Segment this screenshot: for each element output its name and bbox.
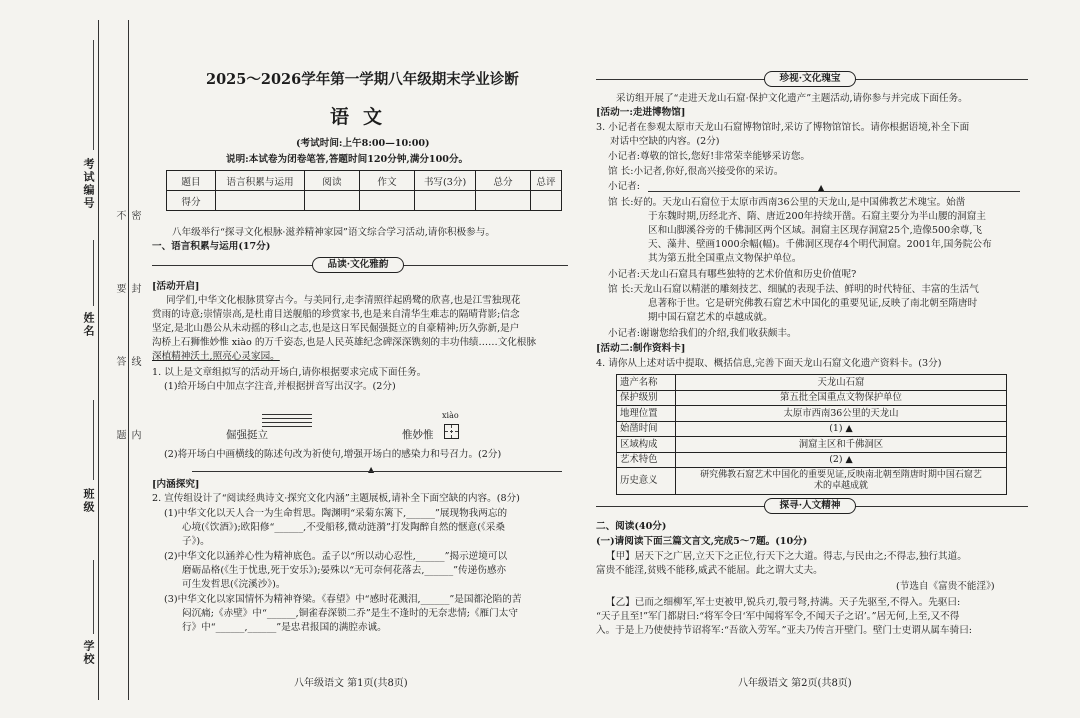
question-1-2: (2)将开场白中画横线的陈述句改为祈使句,增强开场白的感染力和号召力。(2分) — [164, 449, 502, 460]
intro-text-2: 采访组开展了“走进天龙山石窟·保护文化遗产”主题活动,请你参与并完成下面任务。 — [616, 93, 968, 104]
inner-explore-label: [内涵探究] — [152, 479, 200, 490]
card-key: 艺术特色 — [617, 452, 676, 468]
passage-jia-line: 【甲】居天下之广居,立天下之正位,行天下之大道。得志,与民由之;不得志,独行其道。 — [606, 551, 967, 562]
question-2-1a: (1)中华文化以天人合一为生命哲思。陶渊明“采菊东篱下,______”展现物我两忘的 — [164, 508, 508, 519]
school-label: 学校 — [82, 640, 95, 666]
question-2-1c: 子》)。 — [182, 536, 210, 547]
exam-note: 说明:本试卷为闭卷笔答,答题时间120分钟,满分100分。 — [226, 154, 469, 165]
card-key: 区域构成 — [617, 437, 676, 453]
intro-text: 八年级举行“探寻文化根脉·滋养精神家园”语文综合学习活动,请你积极参与。 — [172, 227, 495, 238]
question-3-cont: 对话中空缺的内容。(2分) — [610, 136, 720, 147]
question-2-3b: 闷沉痛;《赤壁》中“______,铜雀春深锁二乔”是生不逢时的无奈悲情;《雁门太守 — [182, 608, 518, 619]
card-value: 天龙山石窟 — [676, 375, 1007, 391]
reading-1-heading: (一)请阅读下面三篇文言文,完成5～7题。(10分) — [596, 536, 808, 547]
card-value: 太原市西南36公里的天龙山 — [676, 406, 1007, 422]
page-1-footer: 八年级语文 第1页(共8页) — [294, 678, 408, 689]
card-value: 洞窟主区和千佛洞区 — [676, 437, 1007, 453]
passage-yi-line: 入。于是上乃使使持节诏将军:“吾欲入劳军。”亚夫乃传言开壁门。壁门士吏谓从属车骑曰: — [596, 625, 973, 636]
dialogue-line: 小记者:天龙山石窟具有哪些独特的艺术价值和历史价值呢? — [608, 269, 857, 280]
score-cell: 阅读 — [305, 171, 360, 191]
dialogue-line: 馆 长:天龙山石窟以精湛的雕刻技艺、细腻的表现手法、鲜明的时代特征、丰富的生活气 — [608, 284, 979, 295]
score-input-cell[interactable] — [415, 191, 476, 211]
dialogue-line: 小记者: — [608, 181, 641, 192]
question-1: 1. 以上是文章组拟写的活动开场白,请你根据要求完成下面任务。 — [152, 367, 427, 378]
question-2-3c: 行》中“______,______”是忠君报国的满腔赤诚。 — [182, 622, 387, 633]
question-1-1: (1)给开场白中加点字注音,并根据拼音写出汉字。(2分) — [164, 381, 396, 392]
heritage-card-table — [616, 374, 1007, 495]
paragraph-line: 赏雨的诗意;崇情崇高,是杜甫目送舰船的珍赏家书,也是来自清华生难志的隔晴背影;信念 — [152, 309, 520, 320]
exam-title: 2025～2026学年第一学期八年级期末学业诊断 — [206, 71, 519, 88]
question-2-3a: (3)中华文化以家国情怀为精神脊梁。《春望》中“感时花溅泪,______”是国都沦陷的苦 — [164, 594, 522, 605]
dialogue-line: 息著称于世。它是研究佛教石窟艺术中国化的重要见证,反映了南北朝至隋唐时 — [648, 298, 978, 309]
activity-open-label: [活动开启] — [152, 281, 200, 292]
card-row — [617, 406, 1007, 422]
dialogue-line: 天、藻井、壁画1000余幅(幅)。千佛洞区现存4个明代洞窟。2001年,国务院公布 — [648, 239, 992, 250]
score-cell: 题目 — [167, 171, 216, 191]
dialogue-line: 期中国石窟艺术的卓越成就。 — [648, 312, 773, 323]
question-2: 2. 宣传组设计了“阅读经典诗文·探究文化内涵”主题展板,请补全下面空缺的内容。(8分) — [152, 493, 520, 504]
dialogue-line: 小记者:尊敬的馆长,您好!非常荣幸能够采访您。 — [608, 151, 811, 162]
word-wei-miao: 惟妙惟 — [402, 429, 434, 441]
question-3: 3. 小记者在参观太原市天龙山石窟博物馆时,采访了博物馆馆长。请你根据语境,补全下面 — [596, 122, 970, 133]
card-value: 研究佛教石窟艺术中国化的重要见证,反映南北朝至隋唐时期中国石窟艺术的卓越成就 — [676, 468, 1007, 495]
card-value: 第五批全国重点文物保护单位 — [676, 390, 1007, 406]
paragraph-line: 沟桥上石狮惟妙惟 xiào 的万千姿态,也是人民英雄纪念碑深深镌刻的丰功伟绩……文化根脉 — [152, 337, 537, 348]
passage-jia-source: (节选自《富贵不能淫》) — [896, 581, 995, 592]
exam-no-blank — [93, 40, 94, 150]
paragraph-line: 深植精神沃土,照亮心灵家园。 — [152, 351, 280, 362]
dialogue-line: 其为第五批全国重点文物保护单位。 — [648, 253, 802, 264]
banner-pindu: 品读·文化雅韵 — [312, 257, 404, 273]
card-key: 遗产名称 — [617, 375, 676, 391]
question-2-2c: 可生发哲思(《浣溪沙》)。 — [182, 579, 286, 590]
score-cell: 总评 — [531, 171, 562, 191]
question-2-2a: (2)中华文化以涵养心性为精神底色。孟子以“所以动心忍性,______”揭示逆境可以 — [164, 551, 508, 562]
card-row — [617, 390, 1007, 406]
banner-tanxun: 探寻·人文精神 — [764, 498, 856, 514]
score-table-header-row — [167, 171, 562, 191]
score-input-cell[interactable] — [216, 191, 305, 211]
card-row — [617, 468, 1007, 495]
card-key: 历史意义 — [617, 468, 676, 495]
score-cell: 得分 — [167, 191, 216, 211]
name-blank — [93, 240, 94, 306]
dialogue-line: 于东魏时期,历经北齐、隋、唐近200年持续开凿。石窟主要分为半山腰的洞窟主 — [648, 211, 986, 222]
card-row — [617, 375, 1007, 391]
score-cell: 书写(3分) — [415, 171, 476, 191]
score-cell: 语言积累与运用 — [216, 171, 305, 191]
school-blank — [93, 560, 94, 634]
score-table — [166, 170, 562, 211]
banner-zhenshi: 珍视·文化瑰宝 — [764, 71, 856, 87]
subject-title: 语文 — [330, 106, 397, 128]
answer-blank-marker[interactable]: ▲ — [818, 183, 825, 192]
card-row — [617, 437, 1007, 453]
pinyin-answer-box[interactable] — [262, 414, 312, 428]
dialogue-line: 区和山脚溪谷旁的千佛洞区两个区域。洞窟主区现存洞窟25个,造像500余尊,飞 — [648, 225, 983, 236]
card-row — [617, 452, 1007, 468]
dialogue-line: 馆 长:好的。天龙山石窟位于太原市西南36公里的天龙山,是中国佛教艺术瑰宝。始凿 — [608, 197, 966, 208]
card-answer-1[interactable]: (1) ▲ — [676, 421, 1007, 437]
card-key: 保护级别 — [617, 390, 676, 406]
score-input-cell[interactable] — [360, 191, 415, 211]
card-row — [617, 421, 1007, 437]
score-cell: 作文 — [360, 171, 415, 191]
exam-time: (考试时间:上午8:00—10:00) — [296, 138, 430, 149]
score-table-score-row — [167, 191, 562, 211]
seal-line-text: 密 封 线 内 不 要 答 题 — [114, 210, 140, 470]
name-label: 姓名 — [82, 312, 95, 338]
question-2-2b: 磨砺品格(《生于忧患,死于安乐》);晏殊以“无可奈何花落去,______”传递伤感亦 — [182, 565, 507, 576]
dialogue-line: 馆 长:小记者,你好,很高兴接受你的采访。 — [608, 166, 784, 177]
class-label: 班级 — [82, 488, 95, 514]
card-answer-2[interactable]: (2) ▲ — [676, 452, 1007, 468]
activity-2-label: [活动二:制作资料卡] — [596, 343, 686, 354]
class-blank — [93, 400, 94, 480]
exam-no-label: 考试编号 — [82, 158, 95, 210]
answer-line — [648, 191, 1020, 192]
page-2-footer: 八年级语文 第2页(共8页) — [738, 678, 852, 689]
score-input-cell[interactable] — [531, 191, 562, 211]
question-2-1b: 心境(《饮酒》);欧阳修“______,不受船移,微动涟漪”打发陶醉自然的惬意(《采桑 — [182, 522, 505, 533]
binding-margin — [0, 0, 150, 718]
section-2-heading: 二、阅读(40分) — [596, 521, 667, 532]
section-1-heading: 一、语言积累与运用(17分) — [152, 241, 271, 252]
score-cell: 总分 — [476, 171, 531, 191]
passage-yi-line: “天子且至!”军门都尉曰:“将军令曰‘军中闻将军令,不闻天子之诏’。”居无何,上至,又不得 — [596, 611, 960, 622]
dialogue-line: 小记者:谢谢您给我们的介绍,我们收获颇丰。 — [608, 328, 797, 339]
pinyin-xiao: xiào — [442, 411, 459, 420]
activity-1-label: [活动一:走进博物馆] — [596, 107, 686, 118]
answer-blank-marker[interactable]: ▲ — [368, 465, 375, 474]
question-4: 4. 请你从上述对话中提取、概括信息,完善下面天龙山石窟文化遗产资料卡。(3分) — [596, 358, 942, 369]
paragraph-line: 坚定,是北山愚公从未动摇的移山之志,也是这日军民倔强挺立的自豪精神;历久弥新,是户 — [152, 323, 520, 334]
answer-line — [192, 471, 562, 472]
word-jue-jiang: 倔强挺立 — [226, 429, 268, 441]
score-input-cell[interactable] — [476, 191, 531, 211]
seal-line-outer — [98, 20, 99, 700]
paragraph-line: 同学们,中华文化根脉贯穿古今。与美同行,走李清照徉起鸥鹭的欣喜,也是江雪独现花 — [166, 295, 521, 306]
score-input-cell[interactable] — [305, 191, 360, 211]
character-grid-box[interactable] — [444, 424, 459, 439]
card-key: 地理位置 — [617, 406, 676, 422]
card-key: 始凿时间 — [617, 421, 676, 437]
passage-jia-line: 富贵不能淫,贫贱不能移,威武不能屈。此之谓大丈夫。 — [596, 565, 823, 576]
passage-yi-line: 【乙】已而之细柳军,军士吏被甲,锐兵刃,彀弓弩,持满。天子先驱至,不得入。先驱曰: — [606, 597, 961, 608]
